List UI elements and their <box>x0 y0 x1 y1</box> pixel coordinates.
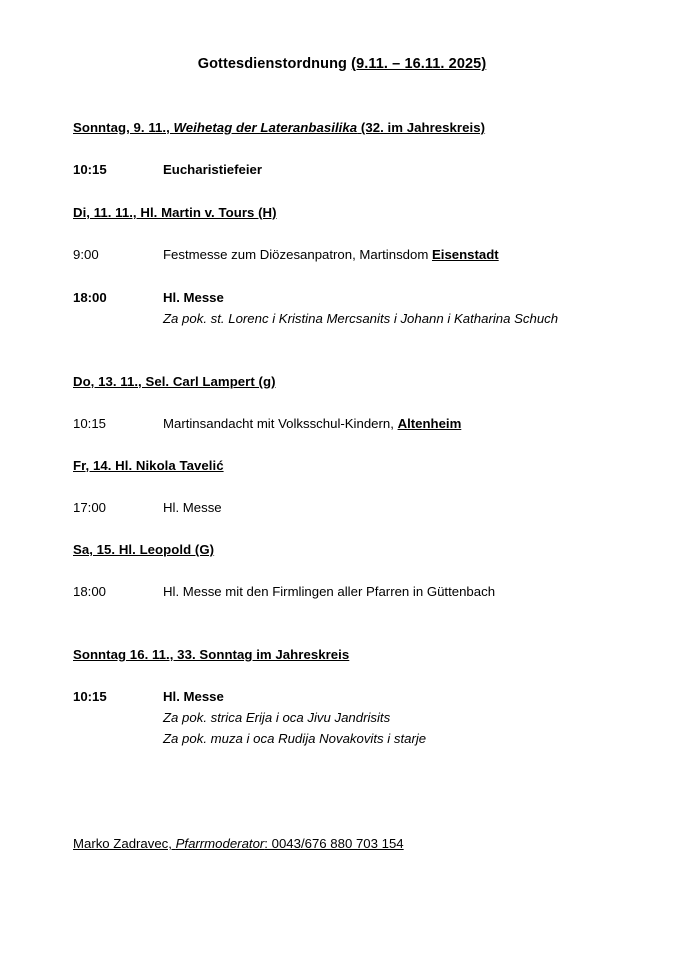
service-description-text: Martinsandacht mit Volksschul-Kindern, <box>163 416 398 431</box>
mass-intention: Za pok. strica Erija i oca Jivu Jandrisits <box>163 710 391 725</box>
service-time: 18:00 <box>73 290 107 305</box>
footer-name: Marko Zadravec, <box>73 836 176 851</box>
service-entry <box>73 500 222 515</box>
service-description: Hl. Messe <box>163 500 222 515</box>
service-time: 10:15 <box>73 416 107 431</box>
page-title <box>0 56 684 72</box>
service-entry <box>73 689 224 704</box>
section-heading-prefix: Di, 11. 11., Hl. Martin v. Tours (H) <box>73 205 277 220</box>
section-heading-thursday-13-11 <box>73 374 276 389</box>
section-heading-prefix: Fr, 14. Hl. Nikola Tavelić <box>73 458 224 473</box>
section-heading-prefix: Sa, 15. Hl. Leopold (G) <box>73 542 215 557</box>
service-entry <box>73 416 461 431</box>
service-time: 18:00 <box>73 584 107 599</box>
service-description <box>163 416 461 431</box>
service-entry <box>73 247 499 262</box>
service-entry <box>73 584 495 599</box>
service-description: Hl. Messe <box>163 290 224 305</box>
mass-intention: Za pok. st. Lorenc i Kristina Mercsanits i Johann i Katharina Schuch <box>163 311 559 326</box>
section-heading-tuesday-11-11 <box>73 205 277 220</box>
service-description <box>163 247 499 262</box>
section-heading-sunday-16-11 <box>73 647 349 662</box>
section-heading-prefix: Sonntag, 9. 11., <box>73 120 174 135</box>
section-heading-prefix: Sonntag 16. 11., 33. Sonntag im Jahreskreis <box>73 647 350 662</box>
service-entry <box>73 290 224 305</box>
footer-phone: : 0043/676 880 703 154 <box>264 836 404 851</box>
footer-contact <box>73 836 404 851</box>
page-title-main: Gottesdienstordnung <box>197 56 352 72</box>
service-time: 10:15 <box>73 689 107 704</box>
service-entry <box>73 162 262 177</box>
service-description: Eucharistiefeier <box>163 162 262 177</box>
service-time: 10:15 <box>73 162 107 177</box>
section-heading-feast: Weihetag der Lateranbasilika <box>173 120 358 135</box>
section-heading-friday-14 <box>73 458 224 473</box>
service-description: Hl. Messe <box>163 689 224 704</box>
page-title-date-range: (9.11. – 16.11. 2025) <box>351 56 487 72</box>
service-location: Altenheim <box>397 416 462 431</box>
section-heading-saturday-15 <box>73 542 214 557</box>
service-time: 17:00 <box>73 500 107 515</box>
section-heading-sunday-9-11 <box>73 120 485 135</box>
service-description: Hl. Messe mit den Firmlingen aller Pfarren in Güttenbach <box>163 584 496 599</box>
section-heading-suffix: (32. im Jahreskreis) <box>357 120 486 135</box>
section-heading-prefix: Do, 13. 11., Sel. Carl Lampert (g) <box>73 374 276 389</box>
service-time: 9:00 <box>73 247 99 262</box>
mass-intention: Za pok. muza i oca Rudija Novakovits i starje <box>163 731 427 746</box>
footer-role: Pfarrmoderator <box>175 836 265 851</box>
service-location: Eisenstadt <box>431 247 499 262</box>
service-description-text: Festmesse zum Diözesanpatron, Martinsdom <box>163 247 432 262</box>
